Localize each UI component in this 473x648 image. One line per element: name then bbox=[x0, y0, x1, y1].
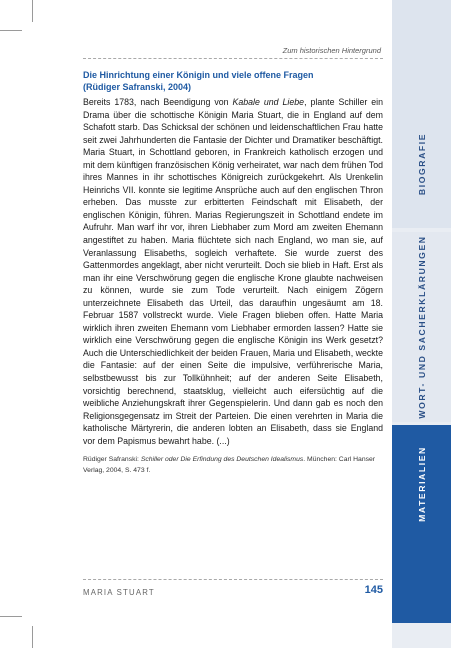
citation-work: Schiller oder Die Erfindung des Deutschen Idealismus bbox=[140, 456, 304, 464]
section-header: Zum historischen Hintergrund bbox=[282, 46, 381, 55]
article-title-text: Die Hinrichtung einer Königin und viele offene Fragen bbox=[83, 70, 314, 80]
body-part2: , plante Schiller ein Drama über die schottische Königin Maria Stuart, die in England auf dem Schafott starb. Das Schicksal der schönen und leidenschaftlichen Frau hatte seit zwei Jahrhunderten die Fantasie der Dichter und Dramatiker beschäftigt. Maria Stuart, in Schottland geboren, in Frankreich katholisch erzogen und mit dem künftigen französischen König verheiratet, war nach dem frühen Tod ihres Mannes in ihr schottisches Königreich zurückgekehrt. Als Urenkelin Heinrichs VII. konnte sie legitime Ansprüche auch auf den englischen Thron erheben. Das musste zur erbitterten Feindschaft mit Elisabeth, der englischen Königin, führen. Marias Regierungszeit in Schottland endete im Aufruhr. Man warf ihr vor, ihren Liebhaber zum Mord am zweiten Ehemann angestiftet zu haben. Maria flüchtete sich nach England, wo man sie, auf Veranlassung Elisabeths, sogleich verhaftete. Sie wurde zuerst des Gattenmordes angeklagt, aber nicht verurteilt. Doch sie blieb in Haft. Erst als man ihr eine Verschwörung gegen die englische Krone glaubte nachweisen zu können, wurde sie zum Tode verurteilt. Nach einigem Zögern unterzeichnete Elisabeth das Urteil, das daraufhin ungesäumt am 18. Februar 1587 vollstreckt wurde. Viele Fragen blieben offen. Hatte Maria wirklich ihren zweiten Ehemann vom Liebhaber ermorden lassen? Hatte sie wirklich eine Verschwörung gegen die englische Königin ins Werk gesetzt? Auch die Unterschiedlichkeit der beiden Frauen, Maria und Elisabeth, weckte die Fantasie: auf der einen Seite die impulsive, verführerische Maria, selbstbewusst bis zur Tollkühnheit; auf der anderen Seite Elisabeth, vorsichtig berechnend, staatsklug, vielleicht auch eifersüchtig auf die weibliche Anziehungskraft ihrer Gegenspielerin. Und dann gab es noch den Religionsgegensatz im Streit der Parteien. Die einen verehrten in Maria die katholische Märtyrerin, die anderen lobten an Elisabeth, dass sie England vor dem Papismus bewahrt habe. (...) bbox=[83, 97, 384, 446]
article-body bbox=[83, 96, 383, 447]
tab-label: MATERIALIEN bbox=[416, 446, 427, 523]
page-number: 145 bbox=[364, 584, 383, 596]
tab-wort-und-sacherklaerungen[interactable] bbox=[392, 232, 451, 422]
article-author-line: (Rüdiger Safranski, 2004) bbox=[83, 81, 192, 92]
tab-label: WORT- UND SACHERKLÄRUNGEN bbox=[416, 235, 427, 419]
tab-biografie[interactable] bbox=[392, 0, 451, 228]
citation-rest: . München: Carl Hanser Verlag, 2004, S. 473 f. bbox=[83, 456, 376, 474]
footer-divider bbox=[83, 579, 383, 580]
body-italic-work: Kabale und Liebe bbox=[232, 97, 305, 107]
article bbox=[83, 70, 383, 476]
crop-mark bbox=[0, 616, 22, 617]
tab-label: BIOGRAFIE bbox=[416, 133, 427, 196]
crop-mark bbox=[32, 0, 33, 22]
footer-book-title: MARIA STUART bbox=[83, 588, 155, 597]
crop-mark bbox=[0, 30, 22, 31]
article-title bbox=[83, 70, 383, 93]
body-part1: Bereits 1783, nach Beendigung von bbox=[83, 97, 233, 107]
tab-materialien[interactable] bbox=[392, 425, 451, 623]
citation-author: Rüdiger Safranski: bbox=[83, 456, 141, 464]
crop-mark bbox=[32, 626, 33, 648]
header-divider bbox=[83, 58, 383, 59]
citation bbox=[83, 455, 383, 476]
